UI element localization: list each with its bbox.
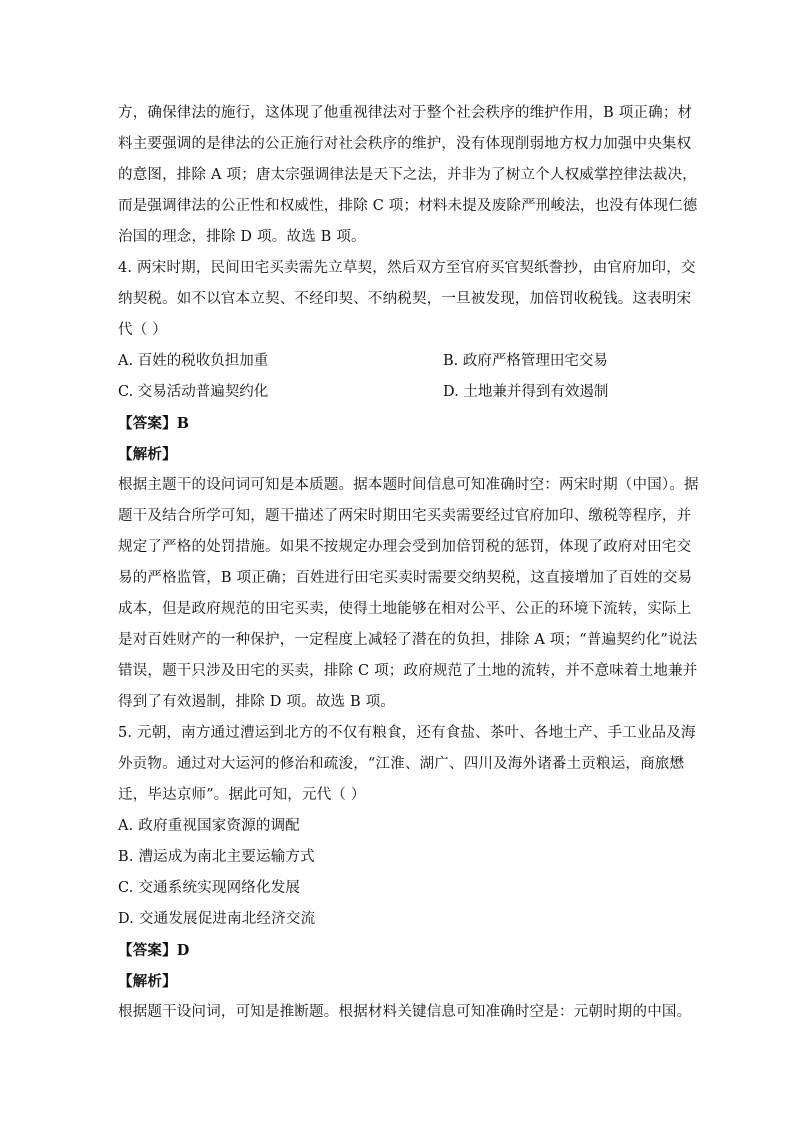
option-c: C. 交易活动普遍契约化 xyxy=(118,384,269,400)
option-d: D. 土地兼并得到有效遏制 xyxy=(443,384,609,400)
option-b: B. 政府严格管理田宅交易 xyxy=(443,353,608,369)
analysis-line: 题干及结合所学可知，题干描述了两宋时期田宅买卖需要经过官府加印、缴税等程序，并 xyxy=(118,508,692,524)
options-row xyxy=(118,377,678,408)
analysis-line: 成本，但是政府规范的田宅买卖，使得土地能够在相对公平、公正的环境下流转，实际上 xyxy=(118,601,692,617)
answer-line: 【答案】D xyxy=(118,942,190,959)
analysis-line: 错误，题干只涉及田宅的买卖，排除 C 项；政府规范了土地的流转，并不意味着土地兼并 xyxy=(118,663,698,679)
previous-analysis xyxy=(118,98,698,253)
answer-line: 【答案】B xyxy=(118,415,190,432)
text-line: 的意图，排除 A 项；唐太宗强调律法是天下之法，并非为了树立个人权威掌控律法裁决， xyxy=(118,167,697,183)
question-stem-line: 迁，毕达京师”。据此可知，元代（ ） xyxy=(118,787,366,803)
analysis-line: 是对百姓财产的一种保护，一定程度上减轻了潜在的负担，排除 A 项；“普遍契约化”说法 xyxy=(118,632,698,648)
analysis-line: 得到了有效遏制，排除 D 项。故选 B 项。 xyxy=(118,694,396,710)
analysis-label: 【解析】 xyxy=(118,973,177,990)
question-4 xyxy=(118,253,699,718)
option-b: B. 漕运成为南北主要运输方式 xyxy=(118,849,315,865)
text-line: 而是强调律法的公正性和权威性，排除 C 项；材料未提及废除严刑峻法，也没有体现仁德 xyxy=(118,198,698,214)
analysis-label: 【解析】 xyxy=(118,446,177,463)
question-stem-line: 代（ ） xyxy=(118,322,167,338)
option-c: C. 交通系统实现网络化发展 xyxy=(118,880,301,896)
analysis-line: 易的严格监管，B 项正确；百姓进行田宅买卖时需要交纳契税，这直接增加了百姓的交易 xyxy=(118,570,693,586)
options-row xyxy=(118,346,678,377)
question-stem-line: 纳契税。如不以官本立契、不经印契、不纳税契，一旦被发现，加倍罚收税钱。这表明宋 xyxy=(118,291,692,307)
analysis-line: 根据题干设问词，可知是推断题。根据材料关键信息可知准确时空是：元朝时期的中国。 xyxy=(118,1004,692,1020)
option-a: A. 政府重视国家资源的调配 xyxy=(118,818,300,834)
question-stem-line: 外贡物。通过对大运河的修治和疏浚，“江淮、湖广、四川及海外诸番土贡粮运，商旅懋 xyxy=(118,756,685,772)
document-content xyxy=(118,98,699,1028)
analysis-line: 规定了严格的处罚措施。如果不按规定办理会受到加倍罚税的惩罚，体现了政府对田宅交 xyxy=(118,539,692,555)
text-line: 治国的理念，排除 D 项。故选 B 项。 xyxy=(118,229,366,245)
text-line: 料主要强调的是律法的公正施行对社会秩序的维护，没有体现削弱地方权力加强中央集权 xyxy=(118,136,692,152)
question-stem-line: 5. 元朝，南方通过漕运到北方的不仅有粮食，还有食盐、茶叶、各地土产、手工业品及海 xyxy=(118,725,696,741)
option-a: A. 百姓的税收负担加重 xyxy=(118,353,269,369)
question-stem-line: 4. 两宋时期，民间田宅买卖需先立草契，然后双方至官府买官契纸誊抄，由官府加印，交 xyxy=(118,260,696,276)
text-line: 方，确保律法的施行，这体现了他重视律法对于整个社会秩序的维护作用，B 项正确；材 xyxy=(118,105,693,121)
option-d: D. 交通发展促进南北经济交流 xyxy=(118,911,316,927)
question-5 xyxy=(118,718,696,1028)
analysis-line: 根据主题干的设问词可知是本质题。据本题时间信息可知准确时空：两宋时期（中国）。据 xyxy=(118,477,699,493)
